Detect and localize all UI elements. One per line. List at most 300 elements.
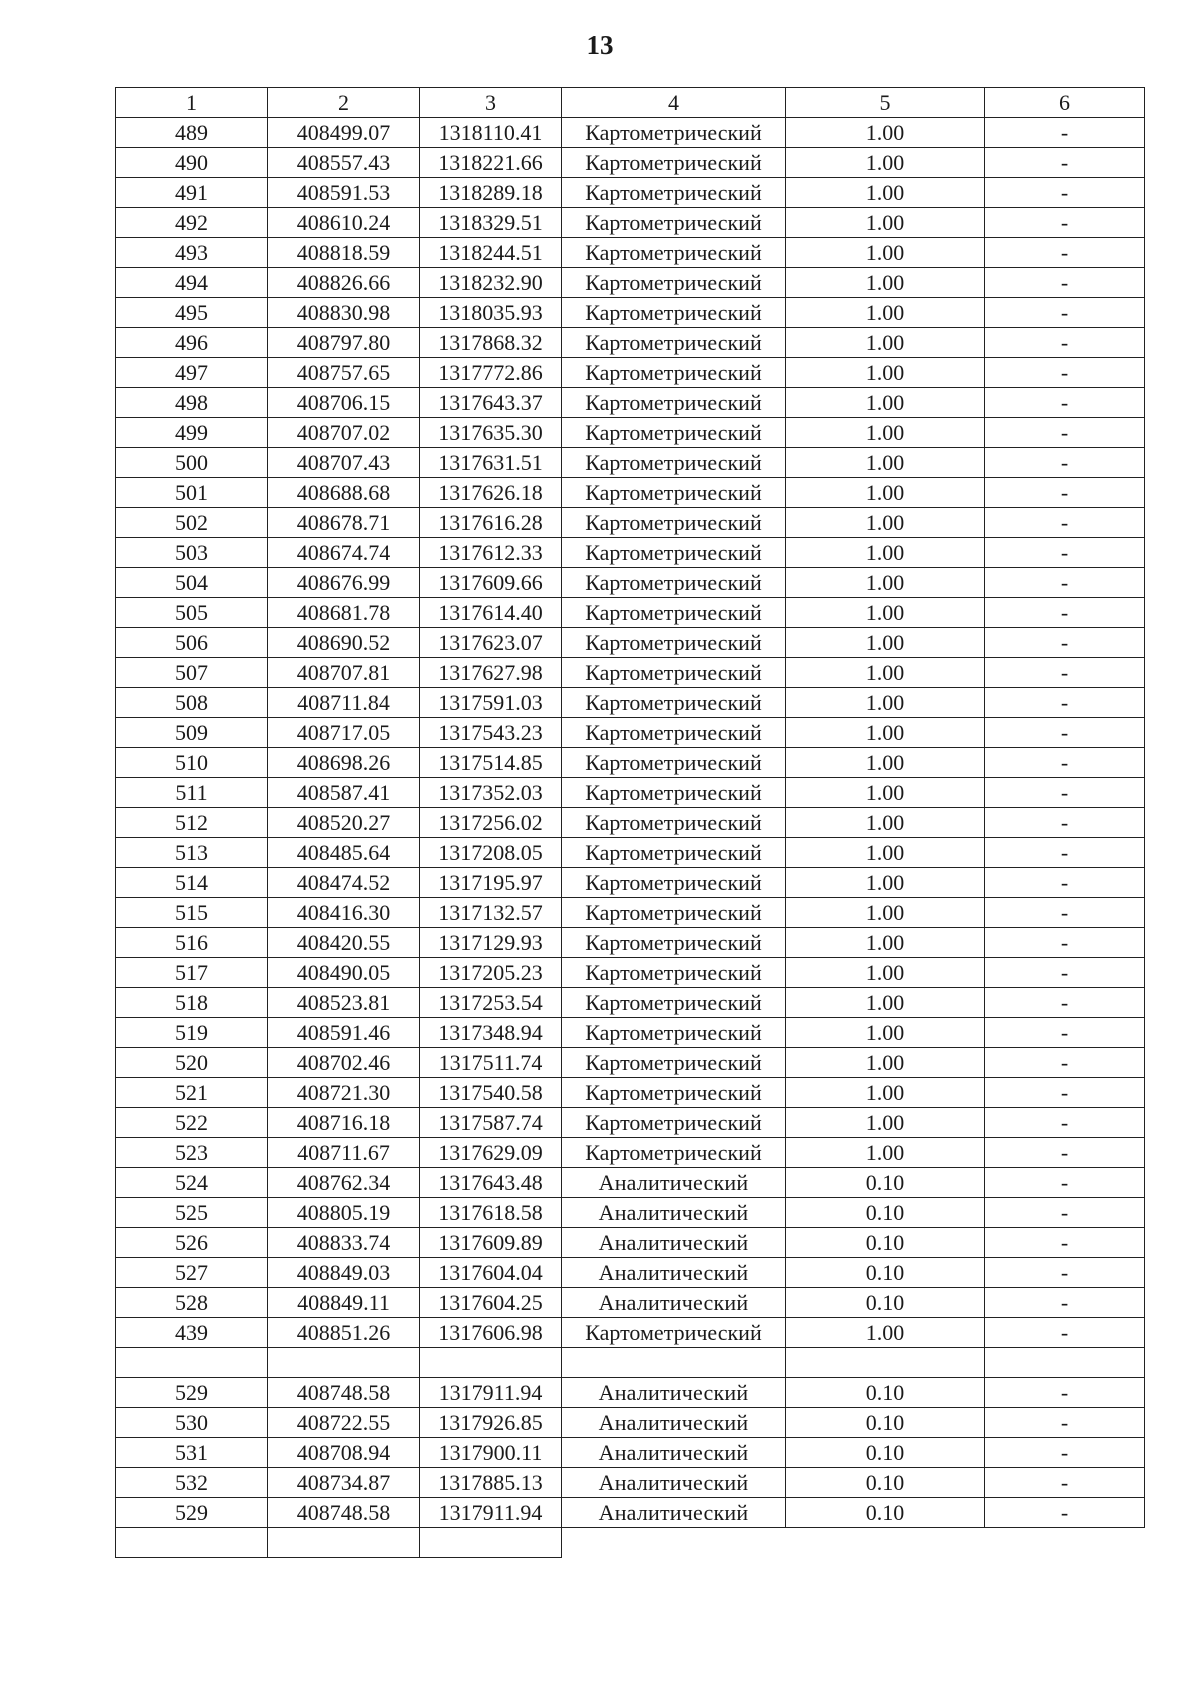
cell-accuracy: 1.00 <box>786 778 985 808</box>
cell-method: Картометрический <box>562 1048 786 1078</box>
cell-x-coordinate: 408748.58 <box>268 1498 420 1528</box>
cell-point-number <box>116 1348 268 1378</box>
cell-accuracy: 1.00 <box>786 328 985 358</box>
cell-accuracy: 1.00 <box>786 568 985 598</box>
cell-accuracy: 1.00 <box>786 448 985 478</box>
cell-x-coordinate: 408711.67 <box>268 1138 420 1168</box>
tail-empty-space <box>562 1528 786 1558</box>
cell-description: - <box>985 1378 1145 1408</box>
cell-method: Картометрический <box>562 388 786 418</box>
cell-y-coordinate: 1317627.98 <box>420 658 562 688</box>
table-row <box>116 1138 1145 1168</box>
table-row <box>116 358 1145 388</box>
cell-x-coordinate: 408762.34 <box>268 1168 420 1198</box>
cell-accuracy: 0.10 <box>786 1378 985 1408</box>
cell-accuracy: 1.00 <box>786 1048 985 1078</box>
cell-x-coordinate: 408708.94 <box>268 1438 420 1468</box>
cell-x-coordinate: 408520.27 <box>268 808 420 838</box>
cell-point-number: 489 <box>116 118 268 148</box>
cell-accuracy: 0.10 <box>786 1228 985 1258</box>
cell-method: Картометрический <box>562 238 786 268</box>
cell-y-coordinate: 1317900.11 <box>420 1438 562 1468</box>
cell-accuracy: 1.00 <box>786 118 985 148</box>
cell-y-coordinate: 1317629.09 <box>420 1138 562 1168</box>
cell-accuracy: 0.10 <box>786 1198 985 1228</box>
cell-method: Картометрический <box>562 808 786 838</box>
cell-x-coordinate: 408849.03 <box>268 1258 420 1288</box>
cell-accuracy: 1.00 <box>786 868 985 898</box>
table-row <box>116 148 1145 178</box>
table-row <box>116 1408 1145 1438</box>
table-row <box>116 208 1145 238</box>
cell-x-coordinate: 408485.64 <box>268 838 420 868</box>
cell-method: Картометрический <box>562 1078 786 1108</box>
cell-description: - <box>985 1168 1145 1198</box>
cell-method: Картометрический <box>562 208 786 238</box>
cell-point-number: 531 <box>116 1438 268 1468</box>
cell-description: - <box>985 1048 1145 1078</box>
cell-method: Картометрический <box>562 448 786 478</box>
cell-x-coordinate: 408702.46 <box>268 1048 420 1078</box>
cell-y-coordinate: 1318110.41 <box>420 118 562 148</box>
tail-cell <box>116 1528 268 1558</box>
cell-x-coordinate: 408748.58 <box>268 1378 420 1408</box>
cell-method: Картометрический <box>562 928 786 958</box>
cell-x-coordinate: 408420.55 <box>268 928 420 958</box>
cell-point-number: 506 <box>116 628 268 658</box>
cell-y-coordinate: 1317511.74 <box>420 1048 562 1078</box>
cell-y-coordinate: 1317253.54 <box>420 988 562 1018</box>
cell-point-number: 491 <box>116 178 268 208</box>
table-row <box>116 1468 1145 1498</box>
cell-y-coordinate: 1317129.93 <box>420 928 562 958</box>
cell-method: Картометрический <box>562 418 786 448</box>
cell-point-number: 493 <box>116 238 268 268</box>
cell-y-coordinate: 1317606.98 <box>420 1318 562 1348</box>
table-row <box>116 1198 1145 1228</box>
cell-method: Картометрический <box>562 628 786 658</box>
cell-point-number: 508 <box>116 688 268 718</box>
cell-accuracy: 0.10 <box>786 1468 985 1498</box>
cell-description: - <box>985 628 1145 658</box>
cell-accuracy: 0.10 <box>786 1438 985 1468</box>
cell-accuracy: 0.10 <box>786 1288 985 1318</box>
cell-point-number: 526 <box>116 1228 268 1258</box>
cell-method: Картометрический <box>562 358 786 388</box>
cell-description: - <box>985 1228 1145 1258</box>
page-number: 13 <box>586 30 614 60</box>
cell-accuracy: 1.00 <box>786 388 985 418</box>
cell-method: Картометрический <box>562 508 786 538</box>
cell-accuracy: 1.00 <box>786 598 985 628</box>
cell-x-coordinate: 408716.18 <box>268 1108 420 1138</box>
cell-x-coordinate: 408757.65 <box>268 358 420 388</box>
cell-x-coordinate: 408722.55 <box>268 1408 420 1438</box>
cell-description: - <box>985 238 1145 268</box>
cell-method: Картометрический <box>562 148 786 178</box>
table-row <box>116 1258 1145 1288</box>
cell-point-number: 529 <box>116 1378 268 1408</box>
cell-method: Картометрический <box>562 538 786 568</box>
cell-y-coordinate: 1317195.97 <box>420 868 562 898</box>
cell-x-coordinate: 408797.80 <box>268 328 420 358</box>
cell-point-number: 503 <box>116 538 268 568</box>
cell-point-number: 496 <box>116 328 268 358</box>
cell-description: - <box>985 1438 1145 1468</box>
cell-x-coordinate: 408681.78 <box>268 598 420 628</box>
cell-point-number: 530 <box>116 1408 268 1438</box>
cell-x-coordinate: 408818.59 <box>268 238 420 268</box>
cell-x-coordinate: 408490.05 <box>268 958 420 988</box>
cell-x-coordinate: 408587.41 <box>268 778 420 808</box>
table-row <box>116 718 1145 748</box>
table-row <box>116 1348 1145 1378</box>
cell-method: Картометрический <box>562 778 786 808</box>
cell-y-coordinate: 1317885.13 <box>420 1468 562 1498</box>
cell-y-coordinate: 1317911.94 <box>420 1378 562 1408</box>
cell-y-coordinate: 1317911.94 <box>420 1498 562 1528</box>
cell-x-coordinate: 408805.19 <box>268 1198 420 1228</box>
cell-description: - <box>985 1258 1145 1288</box>
cell-y-coordinate: 1317540.58 <box>420 1078 562 1108</box>
cell-accuracy: 1.00 <box>786 508 985 538</box>
cell-y-coordinate: 1317631.51 <box>420 448 562 478</box>
header-col-1: 1 <box>116 88 268 118</box>
cell-accuracy: 1.00 <box>786 1018 985 1048</box>
cell-accuracy: 1.00 <box>786 1108 985 1138</box>
cell-y-coordinate: 1317604.25 <box>420 1288 562 1318</box>
cell-x-coordinate: 408707.43 <box>268 448 420 478</box>
cell-y-coordinate: 1317609.66 <box>420 568 562 598</box>
cell-method: Картометрический <box>562 988 786 1018</box>
cell-accuracy: 1.00 <box>786 478 985 508</box>
table-tail-row <box>116 1528 1145 1558</box>
cell-method: Картометрический <box>562 268 786 298</box>
cell-method: Картометрический <box>562 1138 786 1168</box>
cell-description: - <box>985 988 1145 1018</box>
cell-method: Картометрический <box>562 898 786 928</box>
cell-y-coordinate: 1317587.74 <box>420 1108 562 1138</box>
cell-point-number: 516 <box>116 928 268 958</box>
cell-x-coordinate <box>268 1348 420 1378</box>
cell-x-coordinate: 408474.52 <box>268 868 420 898</box>
cell-point-number: 518 <box>116 988 268 1018</box>
cell-y-coordinate: 1317514.85 <box>420 748 562 778</box>
table-row <box>116 838 1145 868</box>
cell-point-number: 498 <box>116 388 268 418</box>
cell-accuracy: 1.00 <box>786 688 985 718</box>
cell-point-number: 527 <box>116 1258 268 1288</box>
cell-accuracy: 0.10 <box>786 1258 985 1288</box>
cell-method: Картометрический <box>562 568 786 598</box>
cell-x-coordinate: 408688.68 <box>268 478 420 508</box>
header-col-3: 3 <box>420 88 562 118</box>
cell-method: Аналитический <box>562 1498 786 1528</box>
cell-description: - <box>985 298 1145 328</box>
cell-point-number: 505 <box>116 598 268 628</box>
cell-description: - <box>985 778 1145 808</box>
cell-point-number: 504 <box>116 568 268 598</box>
cell-point-number: 522 <box>116 1108 268 1138</box>
cell-y-coordinate: 1317643.37 <box>420 388 562 418</box>
table-row <box>116 298 1145 328</box>
cell-description: - <box>985 478 1145 508</box>
cell-accuracy: 0.10 <box>786 1168 985 1198</box>
cell-x-coordinate: 408591.53 <box>268 178 420 208</box>
table-row <box>116 1108 1145 1138</box>
table-body <box>116 88 1145 1558</box>
cell-description: - <box>985 928 1145 958</box>
cell-method: Картометрический <box>562 178 786 208</box>
cell-description: - <box>985 538 1145 568</box>
header-col-5: 5 <box>786 88 985 118</box>
cell-description: - <box>985 388 1145 418</box>
cell-method: Картометрический <box>562 328 786 358</box>
table-row <box>116 448 1145 478</box>
cell-point-number: 510 <box>116 748 268 778</box>
cell-method: Аналитический <box>562 1468 786 1498</box>
cell-y-coordinate: 1318221.66 <box>420 148 562 178</box>
cell-accuracy: 1.00 <box>786 208 985 238</box>
cell-point-number: 509 <box>116 718 268 748</box>
cell-description: - <box>985 1078 1145 1108</box>
cell-description: - <box>985 418 1145 448</box>
cell-y-coordinate: 1317208.05 <box>420 838 562 868</box>
cell-y-coordinate: 1317352.03 <box>420 778 562 808</box>
cell-x-coordinate: 408591.46 <box>268 1018 420 1048</box>
cell-accuracy: 1.00 <box>786 988 985 1018</box>
cell-description: - <box>985 1018 1145 1048</box>
cell-x-coordinate: 408499.07 <box>268 118 420 148</box>
cell-description: - <box>985 1288 1145 1318</box>
cell-description: - <box>985 898 1145 928</box>
table-row <box>116 238 1145 268</box>
cell-y-coordinate: 1317643.48 <box>420 1168 562 1198</box>
cell-x-coordinate: 408734.87 <box>268 1468 420 1498</box>
cell-y-coordinate: 1317205.23 <box>420 958 562 988</box>
header-col-2: 2 <box>268 88 420 118</box>
cell-description: - <box>985 118 1145 148</box>
cell-description: - <box>985 328 1145 358</box>
table-row <box>116 688 1145 718</box>
cell-y-coordinate: 1317609.89 <box>420 1228 562 1258</box>
cell-method: Аналитический <box>562 1168 786 1198</box>
cell-description: - <box>985 178 1145 208</box>
header-col-6: 6 <box>985 88 1145 118</box>
cell-accuracy: 0.10 <box>786 1498 985 1528</box>
cell-accuracy: 0.10 <box>786 1408 985 1438</box>
cell-x-coordinate: 408721.30 <box>268 1078 420 1108</box>
cell-y-coordinate: 1317543.23 <box>420 718 562 748</box>
cell-y-coordinate: 1317616.28 <box>420 508 562 538</box>
table-row <box>116 958 1145 988</box>
cell-accuracy: 1.00 <box>786 238 985 268</box>
cell-y-coordinate: 1318329.51 <box>420 208 562 238</box>
cell-y-coordinate: 1317618.58 <box>420 1198 562 1228</box>
cell-method: Аналитический <box>562 1258 786 1288</box>
cell-method: Картометрический <box>562 1318 786 1348</box>
cell-method: Картометрический <box>562 748 786 778</box>
cell-description: - <box>985 508 1145 538</box>
table-row <box>116 1228 1145 1258</box>
cell-point-number: 513 <box>116 838 268 868</box>
cell-method: Картометрический <box>562 1108 786 1138</box>
table-row <box>116 1438 1145 1468</box>
cell-method <box>562 1348 786 1378</box>
cell-method: Аналитический <box>562 1378 786 1408</box>
cell-x-coordinate: 408523.81 <box>268 988 420 1018</box>
cell-x-coordinate: 408416.30 <box>268 898 420 928</box>
cell-point-number: 507 <box>116 658 268 688</box>
cell-description: - <box>985 688 1145 718</box>
cell-point-number: 520 <box>116 1048 268 1078</box>
tail-empty-space <box>985 1528 1145 1558</box>
cell-x-coordinate: 408690.52 <box>268 628 420 658</box>
cell-method: Аналитический <box>562 1438 786 1468</box>
cell-accuracy: 1.00 <box>786 1138 985 1168</box>
table-row <box>116 1018 1145 1048</box>
cell-description: - <box>985 658 1145 688</box>
table-row <box>116 178 1145 208</box>
table-row <box>116 508 1145 538</box>
cell-point-number: 492 <box>116 208 268 238</box>
cell-point-number: 512 <box>116 808 268 838</box>
cell-description: - <box>985 568 1145 598</box>
cell-point-number: 495 <box>116 298 268 328</box>
cell-point-number: 497 <box>116 358 268 388</box>
cell-method: Картометрический <box>562 1018 786 1048</box>
cell-accuracy: 1.00 <box>786 958 985 988</box>
cell-y-coordinate <box>420 1348 562 1378</box>
cell-description: - <box>985 1468 1145 1498</box>
cell-point-number: 502 <box>116 508 268 538</box>
cell-description: - <box>985 838 1145 868</box>
cell-y-coordinate: 1317635.30 <box>420 418 562 448</box>
cell-point-number: 529 <box>116 1498 268 1528</box>
cell-point-number: 525 <box>116 1198 268 1228</box>
table-row <box>116 988 1145 1018</box>
cell-point-number: 524 <box>116 1168 268 1198</box>
cell-description: - <box>985 208 1145 238</box>
cell-point-number: 490 <box>116 148 268 178</box>
cell-x-coordinate: 408557.43 <box>268 148 420 178</box>
cell-y-coordinate: 1317612.33 <box>420 538 562 568</box>
cell-accuracy: 1.00 <box>786 418 985 448</box>
cell-description: - <box>985 748 1145 778</box>
cell-y-coordinate: 1318232.90 <box>420 268 562 298</box>
table-row <box>116 538 1145 568</box>
table-row <box>116 1318 1145 1348</box>
cell-x-coordinate: 408676.99 <box>268 568 420 598</box>
cell-x-coordinate: 408706.15 <box>268 388 420 418</box>
cell-point-number: 532 <box>116 1468 268 1498</box>
cell-accuracy: 1.00 <box>786 628 985 658</box>
table-row <box>116 568 1145 598</box>
coordinates-table <box>115 87 1145 1558</box>
cell-accuracy: 1.00 <box>786 1318 985 1348</box>
cell-point-number: 528 <box>116 1288 268 1318</box>
cell-description: - <box>985 1498 1145 1528</box>
table-row <box>116 628 1145 658</box>
cell-accuracy: 1.00 <box>786 658 985 688</box>
cell-y-coordinate: 1317868.32 <box>420 328 562 358</box>
cell-accuracy: 1.00 <box>786 928 985 958</box>
cell-method: Картометрический <box>562 478 786 508</box>
cell-point-number: 494 <box>116 268 268 298</box>
cell-method: Картометрический <box>562 658 786 688</box>
cell-point-number: 523 <box>116 1138 268 1168</box>
table-row <box>116 1078 1145 1108</box>
cell-x-coordinate: 408707.02 <box>268 418 420 448</box>
table-row <box>116 1378 1145 1408</box>
cell-point-number: 519 <box>116 1018 268 1048</box>
cell-description: - <box>985 808 1145 838</box>
table-row <box>116 658 1145 688</box>
cell-accuracy: 1.00 <box>786 298 985 328</box>
tail-cell <box>420 1528 562 1558</box>
cell-y-coordinate: 1317626.18 <box>420 478 562 508</box>
cell-description <box>985 1348 1145 1378</box>
cell-y-coordinate: 1317348.94 <box>420 1018 562 1048</box>
cell-accuracy: 1.00 <box>786 1078 985 1108</box>
table-row <box>116 808 1145 838</box>
cell-method: Аналитический <box>562 1228 786 1258</box>
cell-point-number: 521 <box>116 1078 268 1108</box>
cell-description: - <box>985 718 1145 748</box>
cell-y-coordinate: 1317926.85 <box>420 1408 562 1438</box>
cell-method: Картометрический <box>562 838 786 868</box>
tail-empty-space <box>786 1528 985 1558</box>
cell-description: - <box>985 448 1145 478</box>
cell-y-coordinate: 1317772.86 <box>420 358 562 388</box>
cell-description: - <box>985 1198 1145 1228</box>
cell-y-coordinate: 1317256.02 <box>420 808 562 838</box>
cell-point-number: 500 <box>116 448 268 478</box>
cell-point-number: 514 <box>116 868 268 898</box>
cell-description: - <box>985 958 1145 988</box>
cell-x-coordinate: 408678.71 <box>268 508 420 538</box>
table-row <box>116 328 1145 358</box>
table-row <box>116 478 1145 508</box>
cell-point-number: 511 <box>116 778 268 808</box>
cell-accuracy: 1.00 <box>786 838 985 868</box>
table-row <box>116 778 1145 808</box>
cell-x-coordinate: 408674.74 <box>268 538 420 568</box>
cell-accuracy: 1.00 <box>786 178 985 208</box>
cell-accuracy: 1.00 <box>786 268 985 298</box>
cell-point-number: 517 <box>116 958 268 988</box>
cell-point-number: 515 <box>116 898 268 928</box>
cell-description: - <box>985 358 1145 388</box>
cell-x-coordinate: 408698.26 <box>268 748 420 778</box>
cell-method: Картометрический <box>562 598 786 628</box>
cell-y-coordinate: 1318289.18 <box>420 178 562 208</box>
cell-y-coordinate: 1317591.03 <box>420 688 562 718</box>
cell-description: - <box>985 268 1145 298</box>
table-row <box>116 418 1145 448</box>
cell-accuracy <box>786 1348 985 1378</box>
cell-method: Картометрический <box>562 718 786 748</box>
cell-method: Аналитический <box>562 1288 786 1318</box>
table-row <box>116 898 1145 928</box>
tail-cell <box>268 1528 420 1558</box>
table-row <box>116 118 1145 148</box>
cell-x-coordinate: 408707.81 <box>268 658 420 688</box>
header-col-4: 4 <box>562 88 786 118</box>
cell-x-coordinate: 408851.26 <box>268 1318 420 1348</box>
cell-y-coordinate: 1317132.57 <box>420 898 562 928</box>
cell-description: - <box>985 1138 1145 1168</box>
